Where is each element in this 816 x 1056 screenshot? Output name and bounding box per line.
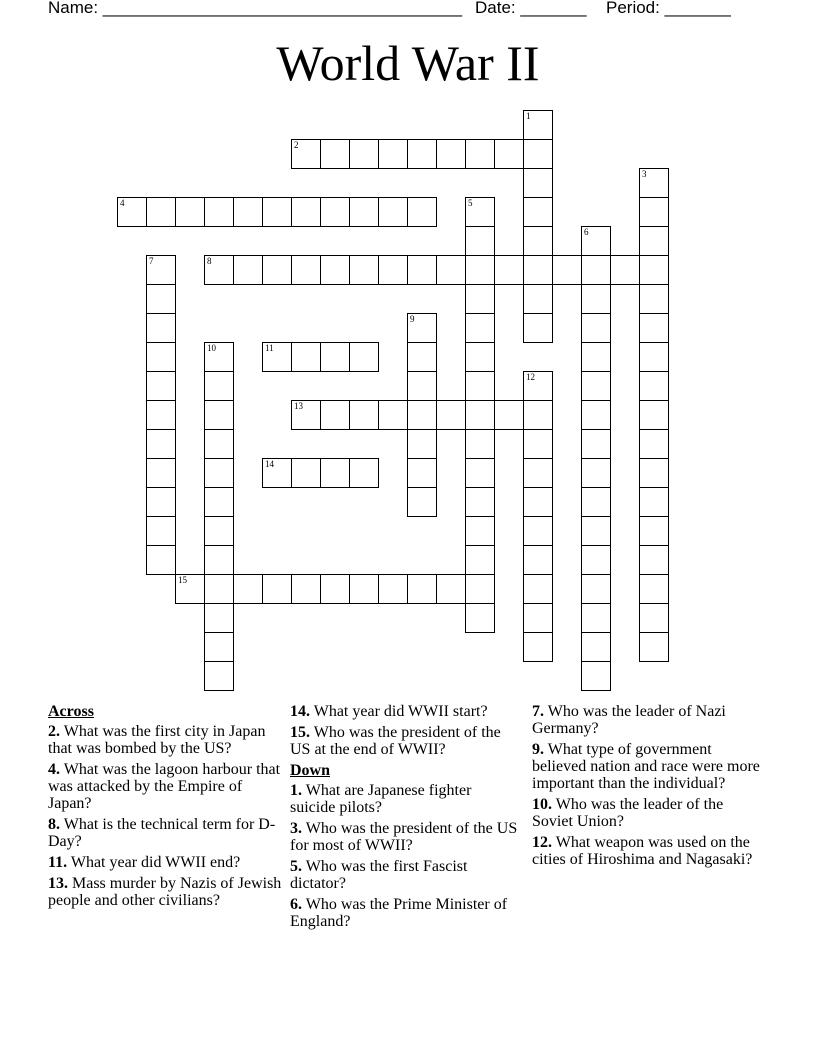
grid-cell[interactable] (204, 516, 234, 546)
grid-cell[interactable] (146, 516, 176, 546)
grid-cell[interactable] (465, 371, 495, 401)
grid-cell[interactable] (581, 371, 611, 401)
clue-number: 11 (265, 343, 274, 353)
grid-cell[interactable] (639, 313, 669, 343)
grid-cell[interactable] (117, 197, 147, 227)
clue-number: 15 (178, 575, 187, 585)
grid-cell[interactable] (407, 197, 437, 227)
grid-cell[interactable] (523, 197, 553, 227)
clue-number: 13 (294, 401, 303, 411)
grid-cell[interactable] (639, 632, 669, 662)
grid-cell[interactable] (465, 603, 495, 633)
grid-cell[interactable] (639, 400, 669, 430)
grid-cell[interactable] (407, 400, 437, 430)
grid-cell[interactable] (349, 197, 379, 227)
grid-cell[interactable] (262, 574, 292, 604)
grid-cell[interactable] (639, 574, 669, 604)
grid-cell[interactable] (146, 313, 176, 343)
grid-cell[interactable] (146, 342, 176, 372)
grid-cell[interactable] (639, 168, 669, 198)
grid-cell[interactable] (465, 400, 495, 430)
grid-cell[interactable] (639, 458, 669, 488)
clue-down-9: 9. What type of government believed nation and race were more important than the individual? (532, 741, 760, 792)
grid-cell[interactable] (465, 545, 495, 575)
grid-cell[interactable] (146, 197, 176, 227)
grid-cell[interactable] (494, 255, 524, 285)
grid-cell[interactable] (465, 284, 495, 314)
grid-cell[interactable] (436, 574, 466, 604)
grid-cell[interactable] (523, 487, 553, 517)
grid-cell[interactable] (523, 603, 553, 633)
grid-cell[interactable] (407, 342, 437, 372)
grid-cell[interactable] (349, 342, 379, 372)
grid-cell[interactable] (349, 139, 379, 169)
grid-cell[interactable] (204, 603, 234, 633)
grid-cell[interactable] (320, 255, 350, 285)
grid-cell[interactable] (204, 487, 234, 517)
grid-cell[interactable] (465, 516, 495, 546)
clue-number: 12 (526, 372, 535, 382)
grid-cell[interactable] (378, 574, 408, 604)
clue-number: 8 (207, 256, 212, 266)
grid-cell[interactable] (465, 226, 495, 256)
grid-cell[interactable] (407, 371, 437, 401)
grid-cell[interactable] (465, 574, 495, 604)
grid-cell[interactable] (378, 400, 408, 430)
clue-across-11: 11. What year did WWII end? (48, 854, 241, 871)
grid-cell[interactable] (436, 400, 466, 430)
grid-cell[interactable] (407, 139, 437, 169)
clue-number: 6 (584, 227, 589, 237)
grid-cell[interactable] (204, 255, 234, 285)
grid-cell[interactable] (146, 371, 176, 401)
grid-cell[interactable] (581, 255, 611, 285)
grid-cell[interactable] (494, 139, 524, 169)
grid-cell[interactable] (581, 284, 611, 314)
grid-cell[interactable] (349, 255, 379, 285)
grid-cell[interactable] (378, 197, 408, 227)
across-clue-list (48, 723, 284, 909)
clue-number: 5 (468, 198, 473, 208)
grid-cell[interactable] (523, 110, 553, 140)
clue-down-5: 5. Who was the first Fascist dictator? (290, 858, 468, 892)
grid-cell[interactable] (146, 284, 176, 314)
clue-across-15: 15. Who was the president of the US at the end of WWII? (290, 724, 501, 758)
grid-cell[interactable] (262, 458, 292, 488)
grid-cell[interactable] (204, 574, 234, 604)
grid-cell[interactable] (349, 400, 379, 430)
grid-cell[interactable] (320, 574, 350, 604)
grid-cell[interactable] (262, 255, 292, 285)
grid-cell[interactable] (465, 458, 495, 488)
grid-cell[interactable] (349, 458, 379, 488)
clue-across-14: 14. What year did WWII start? (290, 703, 488, 720)
name-field[interactable]: Name: ______________________________________ (48, 0, 463, 17)
grid-cell[interactable] (233, 574, 263, 604)
grid-cell[interactable] (523, 139, 553, 169)
grid-cell[interactable] (436, 255, 466, 285)
grid-cell[interactable] (291, 574, 321, 604)
clue-number: 1 (526, 111, 531, 121)
grid-cell[interactable] (523, 400, 553, 430)
grid-cell[interactable] (523, 371, 553, 401)
grid-cell[interactable] (639, 226, 669, 256)
grid-cell[interactable] (581, 226, 611, 256)
clues-column-1 (48, 703, 284, 913)
grid-cell[interactable] (465, 139, 495, 169)
clue-across-2: 2. What was the first city in Japan that was bombed by the US? (48, 723, 266, 757)
clue-number: 4 (120, 198, 125, 208)
grid-cell[interactable] (523, 574, 553, 604)
grid-cell[interactable] (407, 574, 437, 604)
grid-cell[interactable] (523, 458, 553, 488)
grid-cell[interactable] (204, 197, 234, 227)
clue-number: 14 (265, 459, 274, 469)
down-heading: Down (290, 762, 331, 779)
clue-across-13: 13. Mass murder by Nazis of Jewish people and other civilians? (48, 875, 282, 909)
grid-cell[interactable] (175, 197, 205, 227)
grid-cell[interactable] (639, 342, 669, 372)
grid-cell[interactable] (320, 400, 350, 430)
grid-cell[interactable] (639, 603, 669, 633)
grid-cell[interactable] (407, 313, 437, 343)
clue-number: 3 (642, 169, 647, 179)
grid-cell[interactable] (291, 458, 321, 488)
grid-cell[interactable] (320, 139, 350, 169)
grid-cell[interactable] (204, 661, 234, 691)
grid-cell[interactable] (581, 603, 611, 633)
clue-down-3: 3. Who was the president of the US for most of WWII? (290, 820, 518, 854)
grid-cell[interactable] (233, 197, 263, 227)
grid-cell[interactable] (639, 429, 669, 459)
grid-cell[interactable] (639, 545, 669, 575)
across-heading: Across (48, 703, 94, 720)
page-title: World War II (276, 35, 540, 91)
grid-cell[interactable] (523, 226, 553, 256)
grid-cell[interactable] (204, 429, 234, 459)
grid-cell[interactable] (204, 545, 234, 575)
clue-number: 7 (149, 256, 154, 266)
grid-cell[interactable] (494, 400, 524, 430)
grid-cell[interactable] (146, 429, 176, 459)
grid-cell[interactable] (291, 255, 321, 285)
grid-cell[interactable] (581, 429, 611, 459)
grid-cell[interactable] (291, 400, 321, 430)
clue-down-1: 1. What are Japanese fighter suicide pilots? (290, 782, 472, 816)
grid-cell[interactable] (523, 429, 553, 459)
clue-across-4: 4. What was the lagoon harbour that was attacked by the Empire of Japan? (48, 761, 281, 812)
clue-across-8: 8. What is the technical term for D-Day? (48, 816, 276, 850)
clue-number: 10 (207, 343, 216, 353)
grid-cell[interactable] (436, 139, 466, 169)
clue-down-6: 6. Who was the Prime Minister of England? (290, 896, 508, 930)
grid-cell[interactable] (610, 255, 640, 285)
grid-cell[interactable] (523, 255, 553, 285)
grid-cell[interactable] (639, 197, 669, 227)
clue-down-10: 10. Who was the leader of the Soviet Union? (532, 796, 724, 830)
grid-cell[interactable] (581, 458, 611, 488)
grid-cell[interactable] (204, 400, 234, 430)
grid-cell[interactable] (349, 574, 379, 604)
grid-cell[interactable] (523, 516, 553, 546)
grid-cell[interactable] (581, 487, 611, 517)
grid-cell[interactable] (320, 342, 350, 372)
grid-cell[interactable] (523, 545, 553, 575)
grid-cell[interactable] (146, 545, 176, 575)
clue-down-12: 12. What weapon was used on the cities of Hiroshima and Nagasaki? (532, 834, 753, 868)
grid-cell[interactable] (465, 255, 495, 285)
grid-cell[interactable] (262, 197, 292, 227)
grid-cell[interactable] (320, 458, 350, 488)
grid-cell[interactable] (581, 574, 611, 604)
grid-cell[interactable] (407, 255, 437, 285)
grid-cell[interactable] (639, 371, 669, 401)
grid-cell[interactable] (581, 632, 611, 662)
grid-cell[interactable] (523, 168, 553, 198)
grid-cell[interactable] (291, 139, 321, 169)
grid-cell[interactable] (523, 313, 553, 343)
clues-column-2 (290, 703, 520, 934)
grid-cell[interactable] (639, 516, 669, 546)
grid-cell[interactable] (465, 429, 495, 459)
grid-cell[interactable] (639, 284, 669, 314)
grid-cell[interactable] (581, 400, 611, 430)
grid-cell[interactable] (291, 342, 321, 372)
grid-cell[interactable] (523, 284, 553, 314)
grid-cell[interactable] (407, 487, 437, 517)
grid-cell[interactable] (291, 197, 321, 227)
date-field[interactable]: Date: _______ (475, 0, 587, 17)
grid-cell[interactable] (581, 516, 611, 546)
grid-cell[interactable] (465, 342, 495, 372)
grid-cell[interactable] (581, 313, 611, 343)
grid-cell[interactable] (465, 487, 495, 517)
clues-column-3 (532, 703, 768, 872)
grid-cell[interactable] (581, 342, 611, 372)
grid-cell[interactable] (146, 458, 176, 488)
grid-cell[interactable] (204, 632, 234, 662)
grid-cell[interactable] (175, 574, 205, 604)
grid-cell[interactable] (581, 661, 611, 691)
grid-cell[interactable] (204, 458, 234, 488)
grid-cell[interactable] (262, 342, 292, 372)
grid-cell[interactable] (407, 429, 437, 459)
grid-cell[interactable] (378, 255, 408, 285)
grid-cell[interactable] (407, 458, 437, 488)
grid-cell[interactable] (465, 313, 495, 343)
clue-number: 2 (294, 140, 299, 150)
period-field[interactable]: Period: _______ (606, 0, 731, 17)
grid-cell[interactable] (552, 255, 582, 285)
grid-cell[interactable] (146, 400, 176, 430)
grid-cell[interactable] (523, 632, 553, 662)
grid-cell[interactable] (146, 487, 176, 517)
grid-cell[interactable] (233, 255, 263, 285)
grid-cell[interactable] (146, 255, 176, 285)
clue-down-7: 7. Who was the leader of Nazi Germany? (532, 703, 726, 737)
grid-cell[interactable] (320, 197, 350, 227)
grid-cell[interactable] (639, 487, 669, 517)
grid-cell[interactable] (639, 255, 669, 285)
clue-number: 9 (410, 314, 415, 324)
grid-cell[interactable] (581, 545, 611, 575)
grid-cell[interactable] (204, 371, 234, 401)
grid-cell[interactable] (465, 197, 495, 227)
grid-cell[interactable] (204, 342, 234, 372)
grid-cell[interactable] (378, 139, 408, 169)
